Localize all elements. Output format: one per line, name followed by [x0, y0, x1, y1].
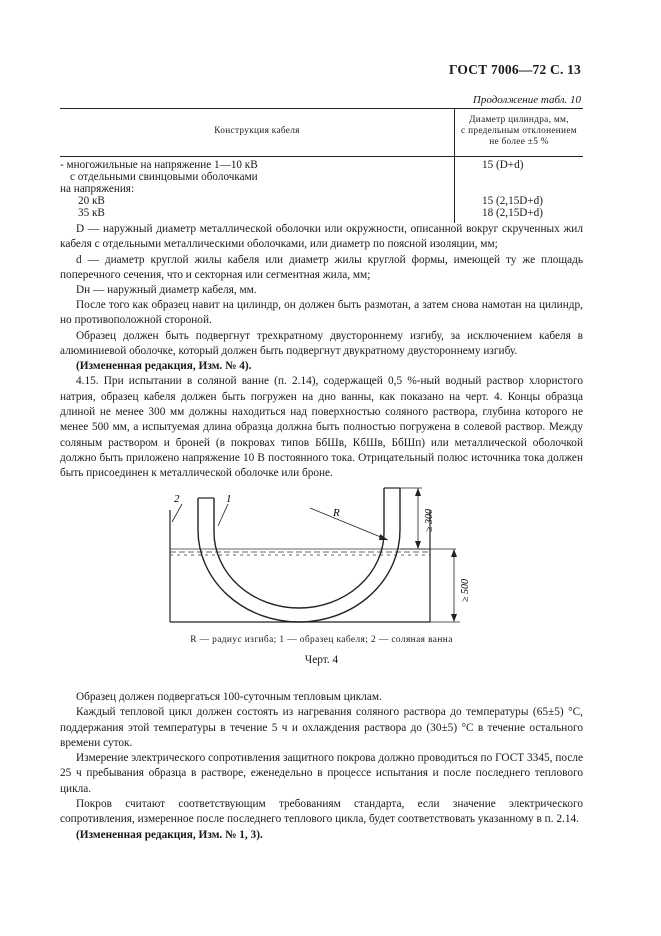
radius-line: [310, 508, 388, 540]
page-header: ГОСТ 7006—72 С. 13: [448, 62, 581, 77]
paragraph-4-15: 4.15. При испытании в соляной ванне (п. 2.14), содержащей 0,5 %-ный водный раствор хлористого натрия, образец кабеля должен быть погружен на дно ванны, как показано на черт. 4. Концы образца длиной не менее 300 мм должны находиться над поверхностью соляного раствора, глубина которого не менее 500 мм, а испытуемая длина образца должна быть полностью погружена в солевой раствор. Между соляным раствором и броней (в покровах типов БбШв, КбШв, БбШп) или металлической оболочкой должно быть приложено напряжение 10 В постоянного тока. Отрицательный полюс источника тока должен быть присоединен к металлической оболочке или броне.: [60, 375, 583, 480]
paragraph: После того как образец навит на цилиндр, он должен быть размотан, а затем снова намотан на цилиндр, но противоположной стороной.: [60, 299, 583, 327]
label-radius: R: [333, 507, 340, 519]
amendment-note: (Измененная редакция, Изм. № 4).: [76, 360, 252, 373]
cable-table: [60, 108, 583, 223]
col-header-diameter: Диаметр цилиндра, мм, с предельным отклонением не более ±5 %: [455, 109, 584, 157]
paragraph: Образец должен подвергаться 100-суточным тепловым циклам.: [76, 691, 382, 703]
paragraph: Каждый тепловой цикл должен состоять из нагревания соляного раствора до температуры (65±5) °С, поддержания этой температуры в течение 5 ч и охлаждения раствора до (30±5) °С в течение остального времени суток.: [60, 706, 583, 749]
section-text-top: [60, 298, 583, 482]
definition-Dn: Dн — наружный диаметр кабеля, мм.: [76, 284, 257, 297]
label-cable: 1: [226, 493, 232, 505]
amendment-note: (Измененная редакция, Изм. № 1, 3).: [76, 828, 263, 841]
col-header-construction: Конструкция кабеля: [60, 109, 455, 157]
solution-surface: [170, 549, 430, 555]
table-row: - многожильные на напряжение 1—10 кВ с отдельными свинцовыми оболочками на напряжения: 20 кВ 35 кВ 15 (D+d) 15 (2,15D+d) 18 (2,15D+d): [60, 157, 583, 224]
paragraph: Измерение электрического сопротивления защитного покрова должно проводиться по ГОСТ 3345, после 25 ч пребывания образца в растворе, еженедельно в процессе испытания и после последнего теплового цикла.: [60, 752, 583, 795]
label-bath: 2: [174, 493, 180, 505]
figure-caption: R — радиус изгиба; 1 — образец кабеля; 2 — соляная ванна: [190, 635, 453, 645]
definition-D: D — наружный диаметр металлической оболочки или окружности, описанной вокруг скрученных жил кабеля с отдельными металлическими оболочками, или диаметр по поясной изоляции, мм;: [60, 223, 583, 251]
figure-title: Черт. 4: [304, 654, 339, 666]
definition-d: d — диаметр круглой жилы кабеля или диаметр жилы круглой формы, имеющей ту же площадь поперечного сечения, что и секторная или сегментная жила, мм;: [60, 253, 583, 281]
dim-500-label: ≥ 500: [460, 579, 471, 602]
cable-inner-edge: [214, 488, 384, 608]
paragraph: Образец должен быть подвергнут трехкратному двустороннему изгибу, за исключением кабеля в алюминиевой оболочке, который должен быть подвергнут двукратному двустороннему изгибу.: [60, 329, 583, 357]
figure-salt-bath-diagram: [160, 470, 480, 630]
table-continuation-label: Продолжение табл. 10: [472, 94, 581, 106]
paragraph: Покров считают соответствующим требованиям стандарта, если значение электрического сопротивления, измеренное после последнего теплового цикла, будет соответствовать указанному в п. 2.14.: [60, 798, 583, 826]
dim-300-label: ≥ 300: [424, 509, 435, 532]
definitions: [60, 222, 583, 298]
section-text-bottom: [60, 690, 583, 843]
